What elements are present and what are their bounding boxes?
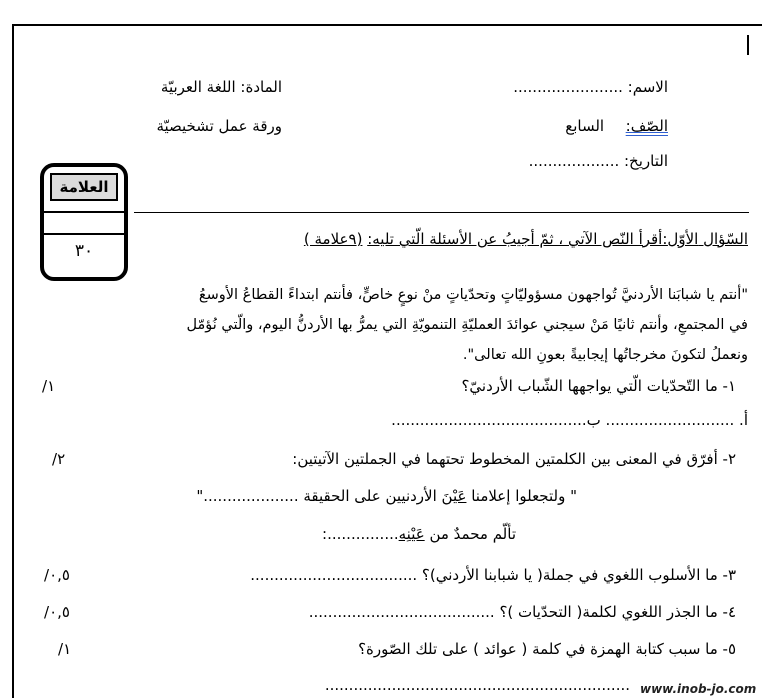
page-border-left (12, 24, 14, 698)
text-cursor (747, 35, 749, 55)
question-2-marks: ٢/ (52, 450, 66, 468)
grade-box (40, 163, 128, 281)
grade-total: ٣٠ (74, 241, 94, 261)
sentence-1-end[interactable]: الأردنيين على الحقيقة ...................." (196, 487, 442, 505)
passage-line: ونعملُ لتكونَ مخرجاتُها إيجابيةً بعونِ الله تعالى". (462, 347, 748, 363)
question-one-ordinal: الأوّل (667, 230, 699, 248)
section-divider (134, 212, 749, 213)
question-3-text[interactable]: ٣- ما الأسلوب اللغوي في جملة( يا شبابنا الأردني)؟ ................................... (250, 566, 736, 584)
question-4-marks: ٠,٥/ (44, 603, 70, 621)
class-label: الصّف: (625, 117, 668, 135)
grade-divider (44, 211, 124, 213)
subject-label: المادة: اللغة العربيّة (160, 78, 282, 96)
question-1-marks: ١/ (42, 377, 56, 395)
passage-line: "أنتم يا شبابَنا الأردنيَّ تُواجهون مسؤوليّاتٍ وتحدّياتٍ منْ نوعٍ خاصٍّ، فأنتم ابتداءً القطاعُ الأوسعُ (198, 287, 748, 303)
student-name-field[interactable]: الاسم: ....................... (513, 78, 668, 96)
question-one-instruction: :أقرأ النّص الآتي ، ثمّ أجيبُ عن الأسئلة الّتي تليه: (367, 230, 668, 248)
question-one-title (304, 230, 748, 248)
class-field (565, 117, 668, 135)
question-5-answer-line[interactable]: ................................................................ (324, 676, 630, 694)
sentence-2-end[interactable]: ...............: (322, 525, 399, 543)
passage-line: في المجتمعِ، وأنتم ثانيًا مَنْ سيجني عوائدَ العمليّةِ التنمويّةِ التي يمرُّ بها الأردنُّ اليوم، والّتي نُؤمّل (186, 317, 748, 333)
sentence-2-underlined-word: عَيْنِه (398, 525, 425, 543)
sentence-1-start: " ولتجعلوا إعلامنا (466, 487, 577, 505)
question-4-text[interactable]: ٤- ما الجذر اللغوي لكلمة( التحدّيات )؟ ....................................... (308, 603, 736, 621)
sentence-2-start: تألّم محمدٌ من (424, 525, 516, 543)
question-2-text: ٢- أفرّق في المعنى بين الكلمتين المخطوط تحتهما في الجملتين الآتيتين: (292, 450, 736, 468)
question-2-sentence-2 (322, 525, 516, 543)
date-field[interactable]: التاريخ: ................... (528, 152, 668, 170)
question-2-sentence-1 (196, 487, 577, 505)
question-5-marks: ١/ (58, 640, 72, 658)
site-watermark: www.inob-jo.com (640, 682, 757, 696)
sentence-1-underlined-word: عَيْنَ (441, 487, 467, 505)
worksheet-title: ورقة عمل تشخيصيّة (156, 117, 282, 135)
question-5-text: ٥- ما سبب كتابة الهمزة في كلمة ( عوائد ) على تلك الصّورة؟ (358, 640, 736, 658)
question-one-label: السّؤال (698, 230, 748, 248)
class-value: السابع (565, 117, 605, 135)
question-one-marks: (٩علامة ) (303, 230, 363, 248)
grade-label: العلامة (50, 173, 118, 201)
grade-divider (44, 233, 124, 235)
question-3-marks: ٠,٥/ (44, 566, 70, 584)
question-1-answer-line[interactable]: أ. ........................... ب......................................... (391, 411, 748, 429)
question-1-text: ١- ما التّحدّيات الّتي يواجهها الشّباب الأردنيّ؟ (461, 377, 736, 395)
page-border-top (12, 24, 762, 26)
